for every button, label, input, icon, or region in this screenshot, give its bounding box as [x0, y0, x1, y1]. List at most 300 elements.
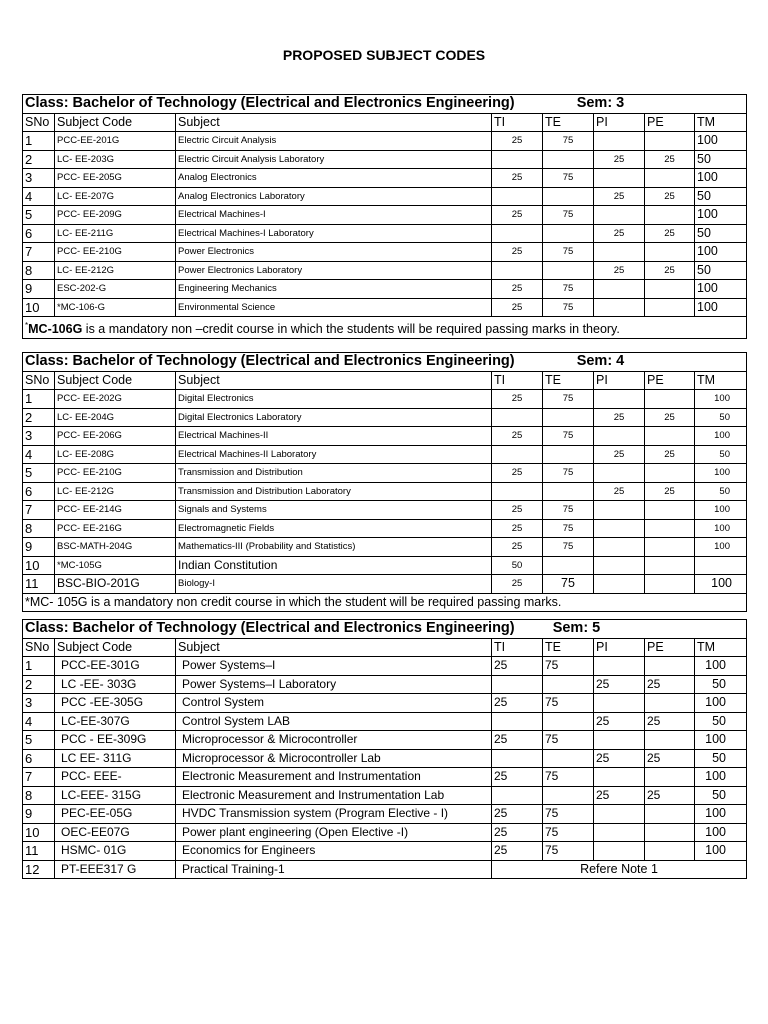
te-cell: [543, 712, 594, 731]
subject-name-cell: Power Electronics Laboratory: [176, 261, 492, 280]
ti-cell: [492, 675, 543, 694]
subject-name-cell: Transmission and Distribution: [176, 464, 492, 483]
table-row: [23, 712, 747, 731]
table-row: [23, 538, 747, 557]
pi-cell: [594, 298, 645, 317]
ti-cell: 25: [492, 464, 543, 483]
sno-cell: 4: [23, 445, 55, 464]
subject-code-cell: LC- EE-204G: [55, 408, 176, 427]
sno-cell: 5: [23, 464, 55, 483]
subject-name-cell: Digital Electronics: [176, 390, 492, 409]
ti-cell: 25: [492, 501, 543, 520]
sno-cell: 11: [23, 842, 55, 861]
sno-cell: 1: [23, 657, 55, 676]
ti-cell: 25: [492, 298, 543, 317]
subject-code-cell: HSMC- 01G: [55, 842, 176, 861]
table-row: [23, 860, 747, 879]
col-pi-header: PI: [594, 371, 645, 390]
subject-name-cell: Mathematics-III (Probability and Statistics): [176, 538, 492, 557]
subject-code-cell: PCC- EEE-: [55, 768, 176, 787]
subject-code-cell: LC EE- 311G: [55, 749, 176, 768]
subject-code-cell: *MC-105G: [55, 556, 176, 575]
subject-name-cell: Electronic Measurement and Instrumentation Lab: [176, 786, 492, 805]
pe-cell: [645, 427, 695, 446]
subject-code-cell: PCC- EE-205G: [55, 169, 176, 188]
table-row: [23, 694, 747, 713]
tm-cell: 50: [695, 786, 747, 805]
subject-name-cell: Engineering Mechanics: [176, 280, 492, 299]
ti-cell: 25: [492, 519, 543, 538]
ti-cell: 25: [492, 805, 543, 824]
tm-cell: 50: [695, 445, 747, 464]
te-cell: [543, 445, 594, 464]
pe-cell: 25: [645, 224, 695, 243]
sno-cell: 11: [23, 575, 55, 594]
te-cell: [543, 187, 594, 206]
col-te-header: TE: [543, 638, 594, 657]
sno-cell: 1: [23, 390, 55, 409]
subject-name-cell: HVDC Transmission system (Program Elective - I): [176, 805, 492, 824]
table-row: [23, 749, 747, 768]
te-cell: 75: [543, 842, 594, 861]
tm-cell: 50: [695, 224, 747, 243]
subject-name-cell: Electrical Machines-II: [176, 427, 492, 446]
pe-cell: 25: [645, 482, 695, 501]
te-cell: 75: [543, 768, 594, 787]
table-row: [23, 169, 747, 188]
subject-code-cell: PCC- EE-206G: [55, 427, 176, 446]
sem3-column-header-row: [23, 113, 747, 132]
pe-cell: [645, 169, 695, 188]
subject-name-cell: Power Systems–I Laboratory: [176, 675, 492, 694]
subject-code-cell: BSC-BIO-201G: [55, 575, 176, 594]
pe-cell: [645, 519, 695, 538]
pi-cell: 25: [594, 261, 645, 280]
te-cell: 75: [543, 464, 594, 483]
sno-cell: 10: [23, 556, 55, 575]
pe-cell: [645, 280, 695, 299]
ti-cell: [492, 786, 543, 805]
tm-cell: 100: [695, 501, 747, 520]
pe-cell: 25: [645, 408, 695, 427]
subject-code-cell: BSC-MATH-204G: [55, 538, 176, 557]
pi-cell: [594, 538, 645, 557]
te-cell: 75: [543, 206, 594, 225]
te-cell: 75: [543, 132, 594, 151]
sem3-table: [22, 94, 747, 339]
pi-cell: [594, 243, 645, 262]
pi-cell: 25: [594, 712, 645, 731]
pe-cell: [645, 768, 695, 787]
tm-cell: 100: [695, 390, 747, 409]
table-row: [23, 132, 747, 151]
tm-cell: 100: [695, 206, 747, 225]
tm-cell: 100: [695, 657, 747, 676]
subject-code-cell: PCC- EE-202G: [55, 390, 176, 409]
ti-cell: [492, 224, 543, 243]
subject-name-cell: Electrical Machines-I: [176, 206, 492, 225]
pe-cell: 25: [645, 786, 695, 805]
table-row: [23, 280, 747, 299]
col-code-header: Subject Code: [55, 638, 176, 657]
sem5-heading-row: [23, 620, 747, 639]
pi-cell: 25: [594, 675, 645, 694]
pe-cell: [645, 243, 695, 262]
pe-cell: 25: [645, 261, 695, 280]
sno-cell: 10: [23, 823, 55, 842]
table-row: [23, 408, 747, 427]
sno-cell: 3: [23, 427, 55, 446]
pe-cell: [645, 657, 695, 676]
ti-cell: [492, 187, 543, 206]
ti-cell: 25: [492, 280, 543, 299]
sno-cell: 4: [23, 712, 55, 731]
table-row: [23, 206, 747, 225]
col-subject-header: Subject: [176, 113, 492, 132]
col-subject-header: Subject: [176, 371, 492, 390]
pi-cell: [594, 464, 645, 483]
sno-cell: 3: [23, 169, 55, 188]
page-title: PROPOSED SUBJECT CODES: [282, 47, 486, 63]
col-sno-header: SNo: [23, 113, 55, 132]
col-sno-header: SNo: [23, 371, 55, 390]
ti-cell: [492, 150, 543, 169]
tm-cell: 100: [695, 823, 747, 842]
sno-cell: 5: [23, 206, 55, 225]
subject-name-cell: Electromagnetic Fields: [176, 519, 492, 538]
sno-cell: 6: [23, 224, 55, 243]
table-row: [23, 519, 747, 538]
pe-cell: 25: [645, 675, 695, 694]
subject-name-cell: Power Electronics: [176, 243, 492, 262]
table-row: [23, 805, 747, 824]
te-cell: [543, 556, 594, 575]
ti-cell: 25: [492, 427, 543, 446]
refer-note-cell: Refere Note 1: [492, 860, 747, 879]
sem4-column-header-row: [23, 371, 747, 390]
sno-cell: 9: [23, 280, 55, 299]
sno-cell: 9: [23, 538, 55, 557]
sem5-sem-label: Sem: 5: [552, 620, 601, 637]
subject-code-cell: PCC- EE-216G: [55, 519, 176, 538]
col-subject-header: Subject: [176, 638, 492, 657]
ti-cell: 25: [492, 694, 543, 713]
tm-cell: [695, 556, 747, 575]
subject-code-cell: PCC- EE-209G: [55, 206, 176, 225]
tm-cell: 100: [695, 464, 747, 483]
pi-cell: [594, 280, 645, 299]
subject-name-cell: Practical Training-1: [176, 860, 492, 879]
subject-code-cell: PCC-EE-201G: [55, 132, 176, 151]
tm-cell: 100: [695, 731, 747, 750]
pe-cell: [645, 464, 695, 483]
tm-cell: 100: [695, 538, 747, 557]
pe-cell: 25: [645, 749, 695, 768]
col-te-header: TE: [543, 371, 594, 390]
ti-cell: [492, 712, 543, 731]
sno-cell: 4: [23, 187, 55, 206]
sno-cell: 10: [23, 298, 55, 317]
pe-cell: 25: [645, 445, 695, 464]
tm-cell: 100: [695, 169, 747, 188]
table-row: [23, 187, 747, 206]
subject-code-cell: LC- EE-211G: [55, 224, 176, 243]
sno-cell: 8: [23, 261, 55, 280]
tm-cell: 50: [695, 749, 747, 768]
pi-cell: [594, 575, 645, 594]
subject-code-cell: LC- EE-203G: [55, 150, 176, 169]
tm-cell: 100: [695, 575, 747, 594]
ti-cell: 25: [492, 842, 543, 861]
subject-name-cell: Environmental Science: [176, 298, 492, 317]
te-cell: 75: [543, 538, 594, 557]
pi-cell: 25: [594, 150, 645, 169]
te-cell: [543, 408, 594, 427]
pi-cell: [594, 768, 645, 787]
sem3-class-heading: Class: Bachelor of Technology (Electrical and Electronics Engineering): [25, 95, 515, 112]
ti-cell: 25: [492, 538, 543, 557]
col-sno-header: SNo: [23, 638, 55, 657]
ti-cell: 25: [492, 731, 543, 750]
sem5-column-header-row: [23, 638, 747, 657]
table-row: [23, 768, 747, 787]
tm-cell: 100: [695, 280, 747, 299]
pe-cell: [645, 538, 695, 557]
col-ti-header: TI: [492, 638, 543, 657]
table-row: [23, 575, 747, 594]
tm-cell: 100: [695, 243, 747, 262]
te-cell: [543, 224, 594, 243]
pi-cell: [594, 694, 645, 713]
sno-cell: 7: [23, 501, 55, 520]
pi-cell: [594, 556, 645, 575]
sem4-note-text: *MC- 105G is a mandatory non credit course in which the student will be required passing marks.: [23, 593, 747, 612]
note-code: MC-106G: [28, 322, 83, 337]
te-cell: [543, 482, 594, 501]
col-tm-header: TM: [695, 638, 747, 657]
col-pi-header: PI: [594, 113, 645, 132]
pe-cell: [645, 842, 695, 861]
pe-cell: [645, 823, 695, 842]
tm-cell: 100: [695, 842, 747, 861]
te-cell: 75: [543, 298, 594, 317]
subject-code-cell: OEC-EE07G: [55, 823, 176, 842]
tm-cell: 50: [695, 261, 747, 280]
pi-cell: [594, 842, 645, 861]
pi-cell: [594, 805, 645, 824]
sno-cell: 5: [23, 731, 55, 750]
sno-cell: 9: [23, 805, 55, 824]
sem4-table: [22, 352, 747, 612]
sem3-heading-row: [23, 95, 747, 114]
col-ti-header: TI: [492, 371, 543, 390]
pi-cell: [594, 169, 645, 188]
ti-cell: 25: [492, 243, 543, 262]
ti-cell: 50: [492, 556, 543, 575]
table-row: [23, 675, 747, 694]
subject-code-cell: PCC- EE-210G: [55, 243, 176, 262]
col-tm-header: TM: [695, 113, 747, 132]
ti-cell: 25: [492, 132, 543, 151]
te-cell: 75: [543, 805, 594, 824]
te-cell: 75: [543, 519, 594, 538]
subject-code-cell: ESC-202-G: [55, 280, 176, 299]
subject-name-cell: Analog Electronics: [176, 169, 492, 188]
pe-cell: [645, 390, 695, 409]
subject-name-cell: Digital Electronics Laboratory: [176, 408, 492, 427]
sem4-sem-label: Sem: 4: [576, 353, 625, 370]
subject-code-cell: PT-EEE317 G: [55, 860, 176, 879]
ti-cell: 25: [492, 768, 543, 787]
ti-cell: [492, 482, 543, 501]
sno-cell: 6: [23, 482, 55, 501]
te-cell: 75: [543, 169, 594, 188]
table-row: [23, 482, 747, 501]
subject-name-cell: Electric Circuit Analysis: [176, 132, 492, 151]
pi-cell: [594, 132, 645, 151]
tm-cell: 50: [695, 150, 747, 169]
sno-cell: 6: [23, 749, 55, 768]
table-row: [23, 842, 747, 861]
te-cell: 75: [543, 731, 594, 750]
ti-cell: 25: [492, 657, 543, 676]
table-row: [23, 464, 747, 483]
table-row: [23, 786, 747, 805]
pe-cell: [645, 298, 695, 317]
subject-code-cell: PCC -EE-305G: [55, 694, 176, 713]
pi-cell: [594, 427, 645, 446]
sem5-table: [22, 619, 747, 879]
sno-cell: 2: [23, 408, 55, 427]
col-tm-header: TM: [695, 371, 747, 390]
tm-cell: 50: [695, 675, 747, 694]
subject-name-cell: Electronic Measurement and Instrumentation: [176, 768, 492, 787]
subject-name-cell: Control System LAB: [176, 712, 492, 731]
subject-code-cell: LC-EE-307G: [55, 712, 176, 731]
tm-cell: 100: [695, 298, 747, 317]
subject-code-cell: LC- EE-212G: [55, 482, 176, 501]
te-cell: [543, 261, 594, 280]
pe-cell: [645, 575, 695, 594]
subject-code-cell: PCC- EE-214G: [55, 501, 176, 520]
sem3-note-row: [23, 317, 747, 339]
te-cell: 75: [543, 243, 594, 262]
subject-name-cell: Analog Electronics Laboratory: [176, 187, 492, 206]
te-cell: [543, 749, 594, 768]
pi-cell: 25: [594, 445, 645, 464]
pi-cell: 25: [594, 749, 645, 768]
pe-cell: [645, 805, 695, 824]
te-cell: 75: [543, 501, 594, 520]
tm-cell: 50: [695, 712, 747, 731]
subject-name-cell: Microprocessor & Microcontroller Lab: [176, 749, 492, 768]
col-pi-header: PI: [594, 638, 645, 657]
ti-cell: 25: [492, 169, 543, 188]
pi-cell: [594, 206, 645, 225]
pi-cell: [594, 501, 645, 520]
pi-cell: 25: [594, 224, 645, 243]
ti-cell: 25: [492, 575, 543, 594]
subject-code-cell: *MC-106-G: [55, 298, 176, 317]
sno-cell: 12: [23, 860, 55, 879]
pi-cell: [594, 823, 645, 842]
tm-cell: 50: [695, 187, 747, 206]
table-row: [23, 390, 747, 409]
col-pe-header: PE: [645, 638, 695, 657]
pe-cell: [645, 694, 695, 713]
table-row: [23, 243, 747, 262]
ti-cell: 25: [492, 390, 543, 409]
sno-cell: 3: [23, 694, 55, 713]
pi-cell: 25: [594, 187, 645, 206]
pe-cell: 25: [645, 150, 695, 169]
pe-cell: [645, 501, 695, 520]
pi-cell: 25: [594, 408, 645, 427]
pi-cell: [594, 519, 645, 538]
tm-cell: 50: [695, 482, 747, 501]
subject-name-cell: Transmission and Distribution Laboratory: [176, 482, 492, 501]
te-cell: 75: [543, 657, 594, 676]
sem4-heading-row: [23, 353, 747, 372]
subject-code-cell: PEC-EE-05G: [55, 805, 176, 824]
col-code-header: Subject Code: [55, 371, 176, 390]
te-cell: 75: [543, 694, 594, 713]
tm-cell: 100: [695, 768, 747, 787]
sno-cell: 2: [23, 675, 55, 694]
table-row: [23, 150, 747, 169]
pi-cell: [594, 657, 645, 676]
subject-code-cell: LC-EEE- 315G: [55, 786, 176, 805]
pe-cell: [645, 206, 695, 225]
ti-cell: 25: [492, 823, 543, 842]
ti-cell: 25: [492, 206, 543, 225]
table-row: [23, 427, 747, 446]
pi-cell: 25: [594, 482, 645, 501]
table-row: [23, 556, 747, 575]
sem3-sem-label: Sem: 3: [576, 95, 625, 112]
tm-cell: 100: [695, 132, 747, 151]
tm-cell: 50: [695, 408, 747, 427]
subject-name-cell: Control System: [176, 694, 492, 713]
table-row: [23, 261, 747, 280]
subject-name-cell: Power plant engineering (Open Elective -I): [176, 823, 492, 842]
col-code-header: Subject Code: [55, 113, 176, 132]
tm-cell: 100: [695, 694, 747, 713]
ti-cell: [492, 749, 543, 768]
sno-cell: 8: [23, 519, 55, 538]
te-cell: [543, 786, 594, 805]
sno-cell: 8: [23, 786, 55, 805]
col-pe-header: PE: [645, 113, 695, 132]
subject-name-cell: Signals and Systems: [176, 501, 492, 520]
te-cell: 75: [543, 390, 594, 409]
subject-code-cell: PCC- EE-210G: [55, 464, 176, 483]
subject-name-cell: Economics for Engineers: [176, 842, 492, 861]
pe-cell: 25: [645, 187, 695, 206]
table-row: [23, 501, 747, 520]
sem5-class-heading: Class: Bachelor of Technology (Electrical and Electronics Engineering): [25, 620, 515, 637]
tm-cell: 100: [695, 519, 747, 538]
sem4-note-row: [23, 593, 747, 612]
te-cell: [543, 675, 594, 694]
te-cell: 75: [543, 427, 594, 446]
sno-cell: 7: [23, 768, 55, 787]
subject-code-cell: LC- EE-212G: [55, 261, 176, 280]
te-cell: [543, 150, 594, 169]
subject-code-cell: LC- EE-208G: [55, 445, 176, 464]
table-row: [23, 224, 747, 243]
sno-cell: 7: [23, 243, 55, 262]
